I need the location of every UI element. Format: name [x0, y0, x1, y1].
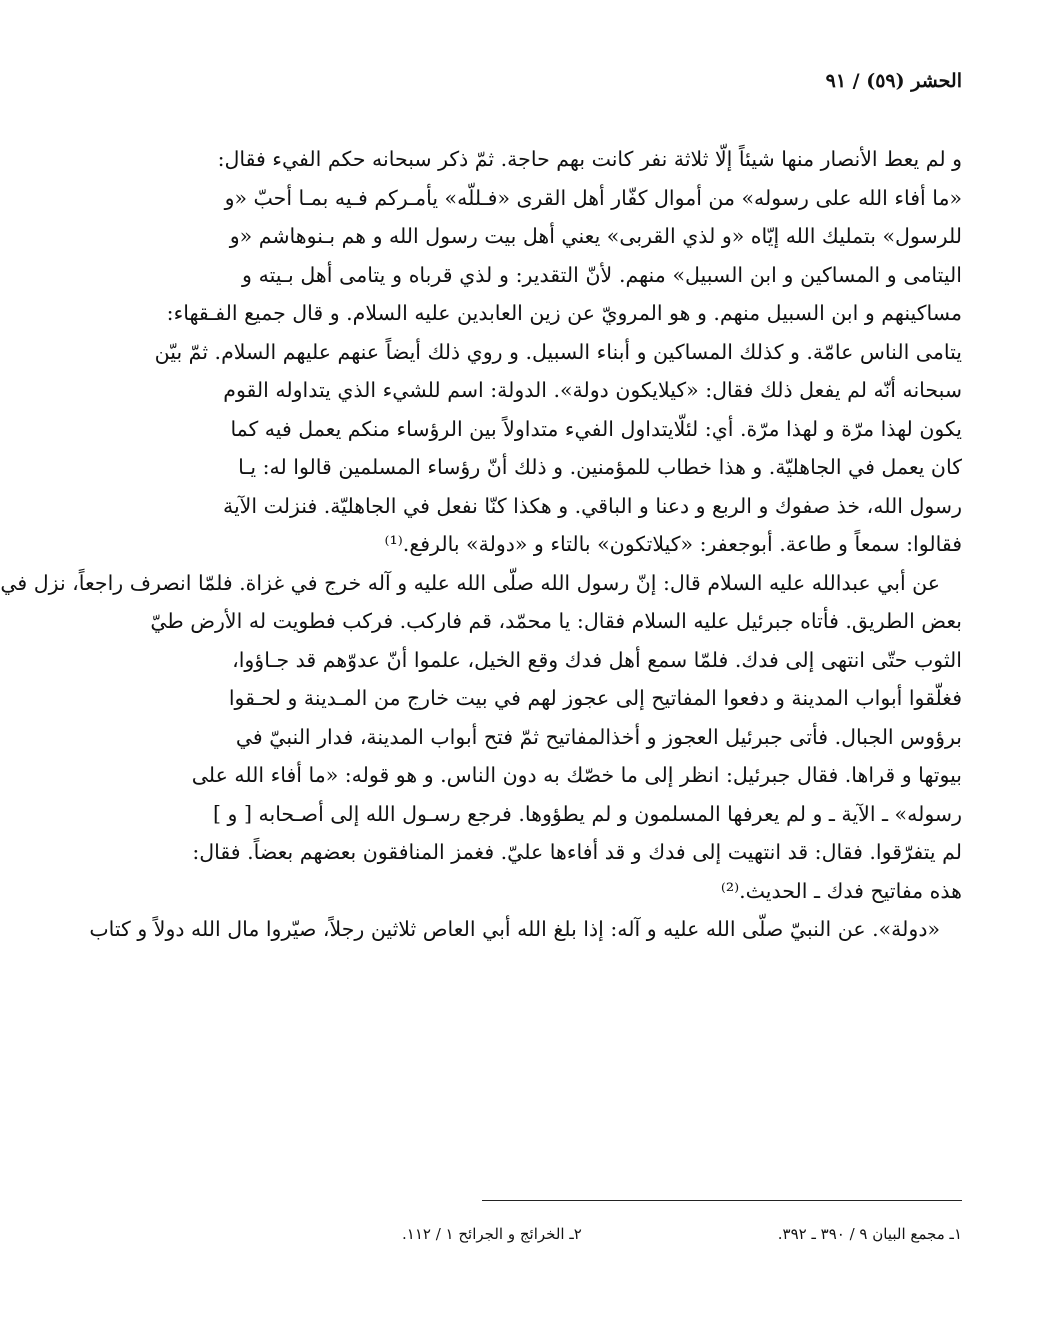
text-line: سبحانه أنّه لم يفعل ذلك فقال: «كيلايكون دولة». الدولة: اسم للشيء الذي يتداوله القوم — [223, 378, 962, 402]
text-line: يكون لهذا مرّة و لهذا مرّة. أي: لئلّايتداول الفيء متداولاً بين الرؤساء منكم يعمل فيه كما — [230, 416, 962, 441]
text-line: الثوب حتّى انتهى إلى فدك. فلمّا سمع أهل فدك وقع الخيل، علموا أنّ عدوّهم قد جـاؤوا، — [232, 647, 962, 672]
footnote-2: ٢ـ الخرائج و الجرائح ١ / ١١٢. — [402, 1225, 582, 1243]
text-line: رسوله» ـ الآية ـ و لم يعرفها المسلمون و لم يطؤوها. فرجع رسـول الله إلى أصـحابه [ و ] — [213, 801, 962, 826]
text-line: فغلّقوا أبواب المدينة و دفعوا المفاتيح إلى عجوز لهم في بيت خارج من المـدينة و لحـقوا — [228, 686, 962, 710]
footnotes — [402, 1225, 962, 1243]
text-line: لم يتفرّقوا. فقال: قد انتهيت إلى فدك و قد أفاءها عليّ. فغمز المنافقون بعضهم بعضاً. فقال: — [192, 840, 962, 864]
running-head: الحشر (٥٩) / ٩١ — [825, 70, 962, 92]
text-line: عن أبي عبدالله عليه السلام قال: إنّ رسول الله صلّى الله عليه و آله خرج في غزاة. فلمّا انصرف راجعاً، نزل في — [0, 570, 940, 595]
text-line: مساكينهم و ابن السبيل منهم. و هو المرويّ عن زين العابدين عليه السلام. و قال جميع الفـقهاء: — [166, 301, 962, 325]
text-line: «دولة». عن النبيّ صلّى الله عليه و آله: إذا بلغ الله أبي العاص ثلاثين رجلاً، صيّروا مال الله دولاً و كتاب — [89, 917, 940, 941]
text-line: للرسول» بتمليك الله إيّاه «و لذي القربى» يعني أهل بيت رسول الله و هم بـنوهاشم «و — [229, 224, 962, 248]
text-line: كان يعمل في الجاهليّة. و هذا خطاب للمؤمنين. و ذلك أنّ رؤساء المسلمين قالوا له: يـا — [238, 455, 962, 479]
footnote-divider — [482, 1200, 962, 1201]
text-line: يتامى الناس عامّة. و كذلك المساكين و أبناء السبيل. و روي ذلك أيضاً عنهم عليهم السلام. ثمّ بيّن — [154, 339, 962, 364]
footnote-1: ١ـ مجمع البيان ٩ / ٣٩٠ ـ ٣٩٢. — [777, 1225, 962, 1243]
text-line: اليتامى و المساكين و ابن السبيل» منهم. لأنّ التقدير: و لذي قرباه و يتامى أهل بـيته و — [242, 262, 962, 287]
text-line: و لم يعط الأنصار منها شيئاً إلّا ثلاثة نفر كانت بهم حاجة. ثمّ ذكر سبحانه حكم الفيء فقال: — [217, 147, 962, 171]
text-line: بيوتها و قراها. فقال جبرئيل: انظر إلى ما خصّك به دون الناس. و هو قوله: «ما أفاء الله على — [191, 763, 962, 787]
text-line: «ما أفاء الله على رسوله» من أموال كفّار أهل القرى «فـللّه» يأمـركم فـيه بمـا أحبّ «و — [224, 185, 962, 210]
text-line: برؤوس الجبال. فأتى جبرئيل العجوز و أخذالمفاتيح ثمّ فتح أبواب المدينة، فدار النبيّ في — [235, 724, 962, 749]
text-line: فقالوا: سمعاً و طاعة. أبوجعفر: «كيلاتكون» بالتاء و «دولة» بالرفع.⁽¹⁾ — [384, 532, 962, 556]
text-line: هذه مفاتيح فدك ـ الحديث.⁽²⁾ — [720, 878, 962, 903]
body-text — [0, 140, 962, 949]
text-line: رسول الله، خذ صفوك و الربع و دعنا و الباقي. و هكذا كنّا نفعل في الجاهليّة. فنزلت الآية — [222, 493, 962, 518]
text-line: بعض الطريق. فأتاه جبرئيل عليه السلام فقال: يا محمّد، قم فاركب. فركب فطويت له الأرض طيّ — [150, 609, 962, 633]
